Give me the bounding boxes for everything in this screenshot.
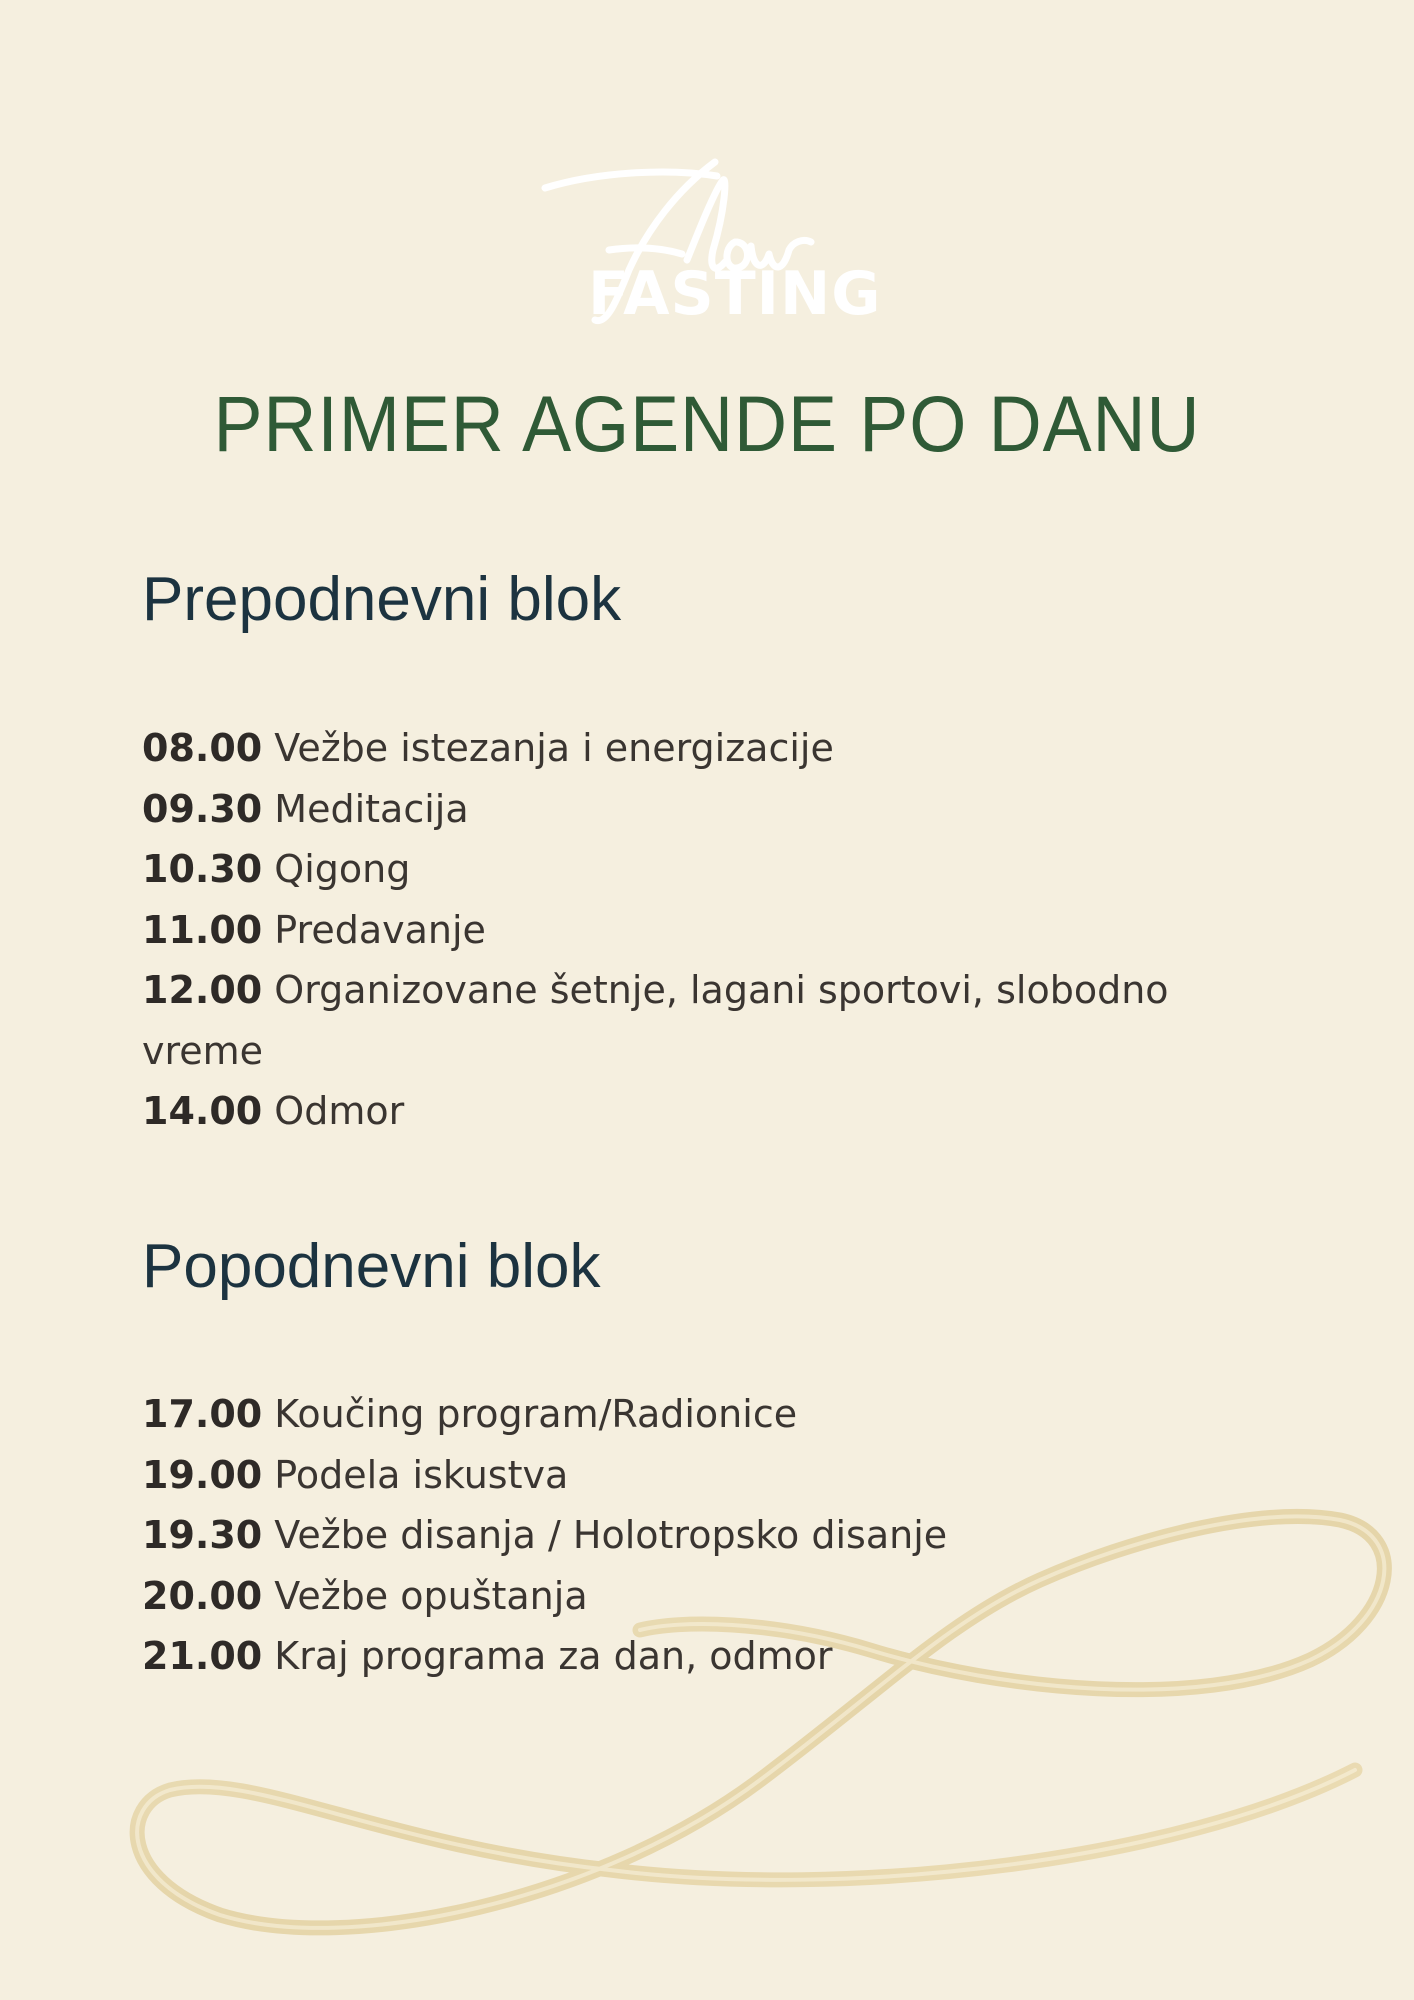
agenda-activity: Koučing program/Radionice bbox=[274, 1392, 798, 1436]
agenda-item bbox=[142, 779, 1272, 840]
agenda-time: 21.00 bbox=[142, 1634, 263, 1678]
agenda-activity: Organizovane šetnje, lagani sportovi, slobodno vreme bbox=[142, 968, 1169, 1073]
agenda-time: 20.00 bbox=[142, 1573, 263, 1618]
agenda-item bbox=[142, 1566, 1272, 1627]
agenda-activity: Vežbe disanja / Holotropsko disanje bbox=[274, 1513, 948, 1557]
agenda-item bbox=[142, 1384, 1272, 1445]
agenda-activity: Odmor bbox=[274, 1089, 405, 1133]
page-title: PRIMER AGENDE PO DANU bbox=[213, 379, 1201, 468]
agenda-list-morning bbox=[142, 718, 1272, 1142]
section-heading-afternoon: Popodnevni blok bbox=[142, 1232, 601, 1301]
agenda-item bbox=[142, 1081, 1272, 1142]
agenda-activity: Predavanje bbox=[274, 907, 486, 952]
agenda-activity: Podela iskustva bbox=[274, 1452, 569, 1497]
section-heading-morning: Prepodnevni blok bbox=[142, 565, 622, 634]
agenda-time: 11.00 bbox=[142, 907, 263, 952]
agenda-list-afternoon bbox=[142, 1384, 1272, 1687]
agenda-activity: Qigong bbox=[274, 847, 411, 891]
agenda-activity: Vežbe opuštanja bbox=[274, 1573, 588, 1618]
agenda-time: 19.30 bbox=[142, 1513, 263, 1557]
agenda-item bbox=[142, 718, 1272, 779]
agenda-time: 09.30 bbox=[142, 786, 263, 831]
agenda-item bbox=[142, 900, 1272, 961]
agenda-time: 10.30 bbox=[142, 847, 263, 891]
agenda-activity: Kraj programa za dan, odmor bbox=[274, 1634, 833, 1678]
agenda-item bbox=[142, 1505, 1272, 1566]
logo-wordmark: FASTING bbox=[588, 259, 882, 329]
agenda-activity: Vežbe istezanja i energizacije bbox=[274, 726, 834, 770]
agenda-time: 12.00 bbox=[142, 968, 263, 1012]
agenda-item bbox=[142, 1626, 1272, 1687]
agenda-activity: Meditacija bbox=[274, 786, 469, 831]
agenda-item bbox=[142, 839, 1272, 900]
agenda-time: 19.00 bbox=[142, 1452, 263, 1497]
agenda-time: 17.00 bbox=[142, 1392, 263, 1436]
agenda-time: 14.00 bbox=[142, 1089, 263, 1133]
agenda-item bbox=[142, 960, 1272, 1081]
agenda-time: 08.00 bbox=[142, 726, 263, 770]
agenda-item bbox=[142, 1445, 1272, 1506]
